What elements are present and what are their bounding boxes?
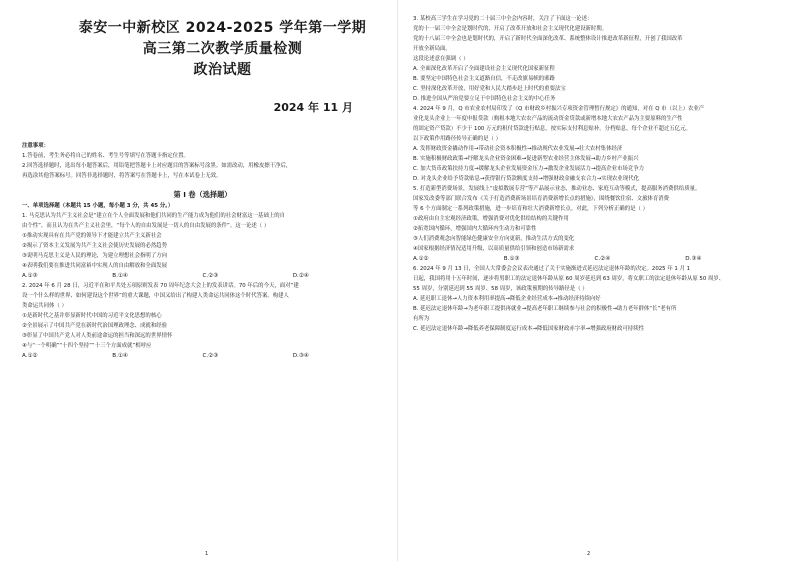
- option-d: D.③④: [292, 353, 309, 359]
- option-b: B.①④: [112, 273, 128, 279]
- page-number: 2: [587, 551, 591, 557]
- option-line: C. 加大货币政策扶持力度→缓解龙头企业发展资金压力→激发企业发展活力→提高企业市场竞争力: [413, 166, 644, 172]
- statement: ①是新时代之基并彰显新时代中国的习近平文化思想的核心: [22, 313, 162, 319]
- question-3: [413, 14, 776, 104]
- option-line: B. 要坚定中国特色社会主义道路自信，不走改旗易帜的邪路: [413, 76, 555, 82]
- exam-title-line-2: 高三第二次教学质量检测: [142, 41, 303, 57]
- section-title: 第 I 卷（选择题）: [173, 190, 232, 199]
- question-text: 业化龙头企业上一年度申报贷款（购租本地大农农产品的流动资金贷款或新增本地大农农产品为主要原料的生产性: [413, 116, 683, 122]
- question-text: 2. 2024 年 6 月 28 日，习近平在和平共处五项原则发表 70 周年纪念大会上的发表讲话。70 年后的今天，面对“建: [22, 283, 299, 289]
- option-line: D. 推进全国从严治党要立足于中国特色社会主义的中心任务: [413, 96, 556, 102]
- exam-title: [62, 18, 383, 81]
- notice-line: 2.回答选择题时，选出每小题答案后，用铅笔把答题卡上对应题目的答案标号涂黑。如需改动，用橡皮擦干净后，: [22, 163, 292, 169]
- question-6: [413, 264, 776, 334]
- question-text: 类命运共同体（ ）: [22, 303, 67, 309]
- option-c: C.②③: [202, 273, 219, 279]
- option-c: C.②③: [202, 353, 219, 359]
- statement: ③人们消费观念向智能绿色健康安全方向更新，推动生活方式的变化: [413, 236, 575, 242]
- option-line: D. 对龙头企业给予贷款贴息→获得银行贷款额度支持→增强财政金融支农合力→实现农业现代化: [413, 176, 639, 182]
- question-text: 开放全新局面。: [413, 46, 451, 52]
- statement: ①政府由自主宏观经济政策，增强消费对优化供给结构的关键作用: [413, 216, 569, 222]
- section-intro: 一、单项选择题（本题共 15 小题，每小题 3 分，共 45 分。）: [22, 203, 174, 209]
- question-text: 由个性”，而且认为在共产主义社会里，“每个人的自由发展是一切人的自由发展的条件”。这一论述（ ）: [22, 223, 270, 229]
- statement: ④表明我们要在推进共同富裕中实现人的自由解放和全面发展: [22, 263, 167, 269]
- option-c: C.②④: [594, 256, 611, 262]
- right-page: [397, 0, 794, 561]
- option-line: A. 全面深化改革开启了全面建设社会主义现代化国家新征程: [413, 66, 555, 72]
- statement: ④与“一个明确”“十四个坚持”“十三个方面成就”相呼应: [22, 343, 152, 349]
- question-text: 设一个什么样的世界、如何建设这个世界”的重大课题，中国又给出了构建人类命运共同体这个时代答案。构建人: [22, 293, 289, 299]
- question-text: 党的十八届三中全会也是划时代的，开启了新时代全面深化改革、系统整体设计推进改革新征程，开创了我国改革: [413, 36, 683, 42]
- question-text: 4. 2024 年 9 月，Q 市农业农村局印发了《Q 市财政乡村振兴专项资金管理暂行规定》的通知，对在 Q 市（以上）农业产: [413, 106, 705, 112]
- statement: ②揭示了资本主义发展为共产主义社会使历史发展的必然趋势: [22, 243, 167, 249]
- option-line: A. 发挥财政资金撬动作用→带动社会资本积极性→推动现代农业发展→壮大农村集体经济: [413, 146, 623, 152]
- option-line: A. 延迟职工退休→人力资本利用率提高→降低企业经营成本→推动经济持续向好: [413, 296, 601, 302]
- answer-options: [413, 254, 776, 264]
- statement: ④国家根据经济情况适用升级，以高质量供给引领和创造市场新需求: [413, 246, 575, 252]
- exam-title-line-3: 政治试题: [193, 62, 252, 78]
- page-number: 1: [205, 551, 209, 557]
- question-text: 6. 2024 年 9 月 13 日，全国人大常委会会议表决通过了关于实施渐进式延迟法定退休年龄的决定。2025 年 1 月 1: [413, 266, 691, 272]
- option-a: A.①②: [22, 353, 38, 359]
- question-1: [22, 211, 383, 281]
- question-4: [413, 104, 776, 184]
- notice-line: 1.答卷前，考生务必将自己的姓名、考生号等填写在答题卡指定位置。: [22, 153, 189, 159]
- option-line: C. 坚持深化改革开放，用好党和人民大踏步赶上时代的重要法宝: [413, 86, 566, 92]
- answer-options: [22, 351, 383, 361]
- option-d: D.②④: [292, 273, 309, 279]
- answer-options: [22, 271, 383, 281]
- option-line: B. 实施积极财政政策→纾解龙头企业资金困难→促进新型农业经营主体发展→助力乡村产业振兴: [413, 156, 639, 162]
- question-text: 的固定资产贷款）不少于 100 万元的租付贷款进行贴息，按实际支付利息贴补。分档贴息，每个企业不超过五亿元。: [413, 126, 691, 132]
- notice-title: 注意事项：: [22, 143, 49, 149]
- notice-line: 再选涂其他答案标号。回答非选择题时，将答案写在答题卡上，写在本试卷上无效。: [22, 173, 222, 179]
- question-text: 55 周岁，分别延迟到 55 周岁、58 周岁，该政策预期的传导路径是（ ）: [413, 286, 588, 292]
- question-text: 3. 某校高三学生在学习党的二十届三中全会内容时，关注了下面这一论述：: [413, 16, 593, 22]
- option-line: C. 延迟法定退休年龄→降低养老保障制度运行成本→降低国家财政赤字率→增强政府财政可持续性: [413, 326, 644, 332]
- question-text: 国家发改委等部门联合发布《关于打造消费新场景培育消费新增长点的措施》，围绕餐饮住宿、文旅体育消费: [413, 196, 670, 202]
- statement: ③说明马克思主义是人民的理论，为建立理想社会指明了方向: [22, 253, 167, 259]
- option-d: D.③④: [685, 256, 702, 262]
- question-2: [22, 281, 383, 361]
- option-a: A.①②: [413, 256, 429, 262]
- option-b: B.①③: [503, 256, 520, 262]
- option-line: 有所为: [413, 316, 430, 322]
- question-text: 等 6 个方面制定一系列政策措施，进一步培育和壮大消费新增长点。对此，下列分析正确的是（ ）: [413, 206, 648, 212]
- question-text: 日起，我国将用十五年时间，逐步将男职工的法定退休年龄从原 60 周岁延迟到 63 周岁，将女职工的法定退休年龄从原 50 周岁、: [413, 276, 725, 282]
- question-text: 这段论述意在强调（ ）: [413, 56, 469, 62]
- question-text: 5. 打造新型消费场景，发展线上“虚拟数展专营”等产品展示业态，推动业态、家庭互动等模式，提高服务消费供给质量。: [413, 186, 701, 192]
- question-5: [413, 184, 776, 264]
- question-text: 以下政策作用路径传导正确的是（ ）: [413, 136, 501, 142]
- option-a: A.①③: [22, 273, 38, 279]
- exam-title-line-1: 泰安一中新校区 2024-2025 学年第一学期: [78, 20, 367, 36]
- statement: ③彰显了中国共产党人对人类前途命运的担当和深远的世界情怀: [22, 333, 173, 339]
- question-text: 党的十一届三中全会是划时代的，开启了改革开放和社会主义现代化建设新时期。: [413, 26, 608, 32]
- statement: ②全景展示了中国共产党在新时代治国理政理念、成就和经验: [22, 323, 167, 329]
- statement: ①推动实现具有在共产党的领导下才能建立共产主义新社会: [22, 233, 162, 239]
- exam-date: 2024 年 11 月: [273, 101, 353, 114]
- option-b: B.①④: [112, 353, 128, 359]
- option-line: B. 延迟法定退休年龄→为老年职工提供再就业→提高老年职工继续参与社会的积极性→助力老年群体“长”老有所: [413, 306, 677, 312]
- question-text: 1. 马克思认为共产主义社会是“建立在个人全面发展和他们共同的生产能力成为他们的社会财富这一基础上的自: [22, 213, 286, 219]
- statement: ②拓宽国内循环，增强国内大循环内生动力和可靠性: [413, 226, 537, 232]
